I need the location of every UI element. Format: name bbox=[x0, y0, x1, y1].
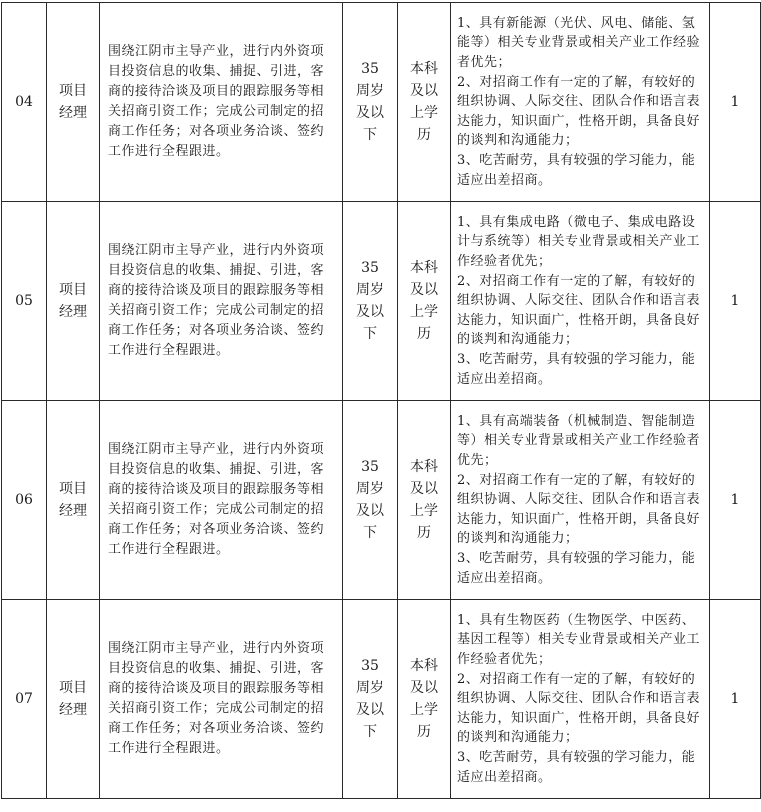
table-row bbox=[2, 3, 761, 202]
headcount: 1 bbox=[710, 3, 761, 202]
headcount: 1 bbox=[710, 600, 761, 799]
requirement-item-1: 1、具有高端装备（机械制造、智能制造等）相关专业背景或相关产业工作经验者优先； bbox=[457, 413, 701, 469]
requirement-item-3: 3、吃苦耐劳，具有较强的学习能力，能适应出差招商。 bbox=[457, 550, 696, 586]
job-duty: 围绕江阴市主导产业，进行内外资项目投资信息的收集、捕捉、引进，客商的接待洽谈及项目的跟踪服务等相关招商引资工作；完成公司制定的招商工作任务；对各项业务洽谈、签约工作进行全程跟进。 bbox=[100, 600, 343, 799]
requirement-item-2: 2、对招商工作有一定的了解，有较好的组织协调、人际交往、团队合作和语言表达能力，知识面广，性格开朗，具备良好的谈判和沟通能力； bbox=[457, 74, 701, 149]
requirement-item-1: 1、具有集成电路（微电子、集成电路设计与系统等）相关专业背景或相关产业工作经验者优先； bbox=[457, 214, 701, 270]
requirement-item-3: 3、吃苦耐劳，具有较强的学习能力，能适应出差招商。 bbox=[457, 152, 696, 188]
age-limit: 35周岁及以下 bbox=[356, 459, 384, 541]
requirement-item-2: 2、对招商工作有一定的了解，有较好的组织协调、人际交往、团队合作和语言表达能力，知识面广，性格开朗，具备良好的谈判和沟通能力； bbox=[457, 273, 701, 348]
position-title: 项目经理 bbox=[59, 481, 87, 519]
requirement-item-3: 3、吃苦耐劳，具有较强的学习能力，能适应出差招商。 bbox=[457, 749, 696, 785]
table-row bbox=[2, 401, 761, 600]
education-requirement: 本科及以上学历 bbox=[410, 658, 438, 740]
row-number: 04 bbox=[2, 3, 47, 202]
age-limit: 35周岁及以下 bbox=[356, 658, 384, 740]
requirements-cell bbox=[451, 202, 710, 401]
requirements-cell bbox=[451, 401, 710, 600]
requirement-item-1: 1、具有生物医药（生物医学、中医药、基因工程等）相关专业背景或相关产业工作经验者优先； bbox=[457, 612, 701, 668]
requirement-item-3: 3、吃苦耐劳，具有较强的学习能力，能适应出差招商。 bbox=[457, 351, 696, 387]
education-cell bbox=[398, 600, 451, 799]
row-number: 07 bbox=[2, 600, 47, 799]
education-cell bbox=[398, 3, 451, 202]
requirements-cell bbox=[451, 3, 710, 202]
education-requirement: 本科及以上学历 bbox=[410, 260, 438, 342]
requirements-cell bbox=[451, 600, 710, 799]
age-cell bbox=[343, 202, 398, 401]
education-requirement: 本科及以上学历 bbox=[410, 459, 438, 541]
position-cell bbox=[47, 202, 100, 401]
position-cell bbox=[47, 401, 100, 600]
age-limit: 35周岁及以下 bbox=[356, 260, 384, 342]
age-limit: 35周岁及以下 bbox=[356, 61, 384, 143]
headcount: 1 bbox=[710, 401, 761, 600]
position-title: 项目经理 bbox=[59, 282, 87, 320]
position-title: 项目经理 bbox=[59, 83, 87, 121]
education-cell bbox=[398, 401, 451, 600]
age-cell bbox=[343, 401, 398, 600]
job-duty: 围绕江阴市主导产业，进行内外资项目投资信息的收集、捕捉、引进，客商的接待洽谈及项目的跟踪服务等相关招商引资工作；完成公司制定的招商工作任务；对各项业务洽谈、签约工作进行全程跟进。 bbox=[100, 202, 343, 401]
requirement-item-2: 2、对招商工作有一定的了解，有较好的组织协调、人际交往、团队合作和语言表达能力，知识面广，性格开朗，具备良好的谈判和沟通能力； bbox=[457, 671, 701, 746]
row-number: 06 bbox=[2, 401, 47, 600]
age-cell bbox=[343, 600, 398, 799]
job-duty: 围绕江阴市主导产业，进行内外资项目投资信息的收集、捕捉、引进，客商的接待洽谈及项目的跟踪服务等相关招商引资工作；完成公司制定的招商工作任务；对各项业务洽谈、签约工作进行全程跟进。 bbox=[100, 401, 343, 600]
age-cell bbox=[343, 3, 398, 202]
headcount: 1 bbox=[710, 202, 761, 401]
position-cell bbox=[47, 600, 100, 799]
position-title: 项目经理 bbox=[59, 680, 87, 718]
requirement-item-1: 1、具有新能源（光伏、风电、储能、氢能等）相关专业背景或相关产业工作经验者优先； bbox=[457, 15, 701, 71]
education-cell bbox=[398, 202, 451, 401]
requirement-item-2: 2、对招商工作有一定的了解，有较好的组织协调、人际交往、团队合作和语言表达能力，知识面广，性格开朗，具备良好的谈判和沟通能力； bbox=[457, 472, 701, 547]
table-row bbox=[2, 600, 761, 799]
job-duty: 围绕江阴市主导产业，进行内外资项目投资信息的收集、捕捉、引进，客商的接待洽谈及项目的跟踪服务等相关招商引资工作；完成公司制定的招商工作任务；对各项业务洽谈、签约工作进行全程跟进。 bbox=[100, 3, 343, 202]
recruitment-table bbox=[1, 2, 761, 799]
table-row bbox=[2, 202, 761, 401]
education-requirement: 本科及以上学历 bbox=[410, 61, 438, 143]
position-cell bbox=[47, 3, 100, 202]
row-number: 05 bbox=[2, 202, 47, 401]
